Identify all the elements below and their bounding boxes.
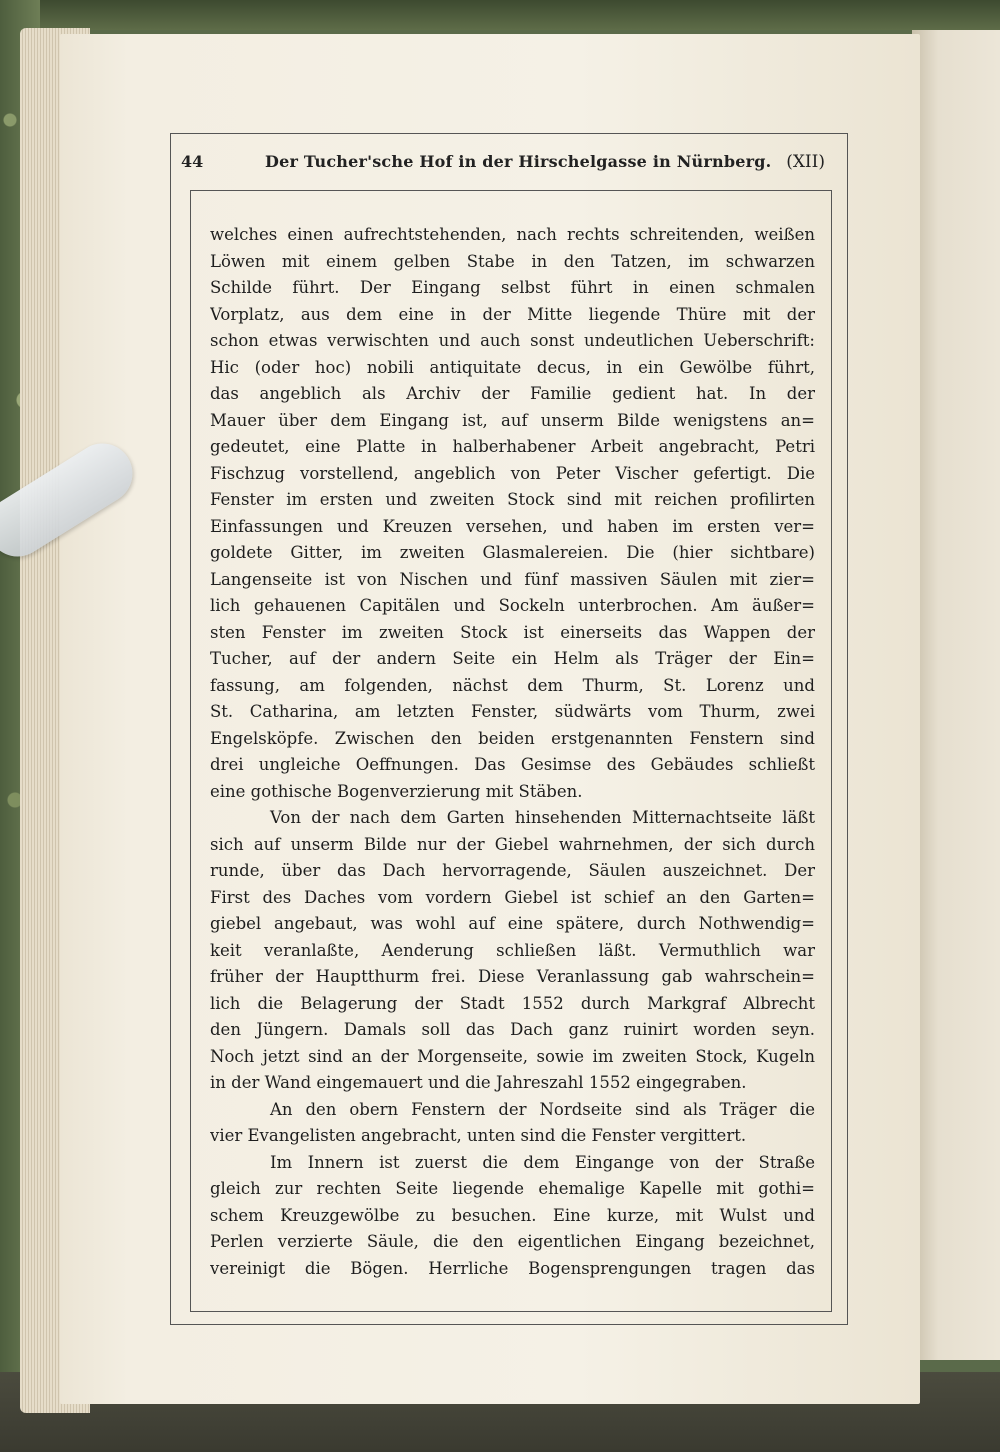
running-header	[175, 150, 825, 190]
text-line: Perlen verzierte Säule, die den eigentlichen Eingang bezeichnet,	[210, 1232, 815, 1251]
text-line: lich gehauenen Capitälen und Sockeln unterbrochen. Am äußer=	[210, 596, 815, 615]
text-line: Vorplatz, aus dem eine in der Mitte liegende Thüre mit der	[210, 304, 815, 324]
text-line: Langenseite ist von Nischen und fünf massiven Säulen mit zier=	[210, 569, 815, 589]
section-number: (XII)	[786, 152, 825, 172]
text-line: Mauer über dem Eingang ist, auf unserm Bilde wenigstens an=	[210, 410, 815, 430]
text-line: Noch jetzt sind an der Morgenseite, sowie im zweiten Stock, Kugeln	[210, 1046, 815, 1066]
page-number: 44	[181, 152, 204, 171]
text-line: Engelsköpfe. Zwischen den beiden erstgenannten Fenstern sind	[210, 728, 815, 748]
text-line: gedeutet, eine Platte in halberhabener Arbeit angebracht, Petri	[210, 437, 815, 456]
text-line: Löwen mit einem gelben Stabe in den Tatzen, im schwarzen	[210, 251, 815, 271]
text-line: Von der nach dem Garten hinsehenden Mitternachtseite läßt	[270, 808, 815, 827]
text-line: goldete Gitter, im zweiten Glasmalereien. Die (hier sichtbare)	[210, 543, 815, 562]
text-line: Schilde führt. Der Eingang selbst führt in einen schmalen	[210, 278, 815, 297]
text-line: First des Daches vom vordern Giebel ist schief an den Garten=	[210, 887, 815, 907]
text-line: eine gothische Bogenverzierung mit Stäben.	[210, 781, 583, 801]
text-line: lich die Belagerung der Stadt 1552 durch Markgraf Albrecht	[210, 993, 815, 1013]
text-line: in der Wand eingemauert und die Jahreszahl 1552 eingegraben.	[210, 1073, 747, 1092]
text-line: fassung, am folgenden, nächst dem Thurm, St. Lorenz und	[210, 675, 815, 695]
text-line: den Jüngern. Damals soll das Dach ganz ruinirt worden seyn.	[210, 1020, 815, 1039]
text-line: sich auf unserm Bilde nur der Giebel wahrnehmen, der sich durch	[210, 834, 815, 854]
text-line: welches einen aufrechtstehenden, nach rechts schreitenden, weißen	[210, 225, 815, 244]
text-line: Fenster im ersten und zweiten Stock sind mit reichen profilirten	[210, 490, 815, 509]
text-line: Tucher, auf der andern Seite ein Helm als Träger der Ein=	[210, 649, 815, 668]
facing-page-edge	[912, 30, 1000, 1360]
text-line: gleich zur rechten Seite liegende ehemalige Kapelle mit gothi=	[210, 1179, 815, 1198]
text-line: runde, über das Dach hervorragende, Säulen auszeichnet. Der	[210, 861, 815, 880]
text-line: An den obern Fenstern der Nordseite sind als Träger die	[270, 1099, 815, 1119]
text-line: schem Kreuzgewölbe zu besuchen. Eine kurze, mit Wulst und	[210, 1205, 815, 1225]
text-line: früher der Hauptthurm frei. Diese Veranlassung gab wahrschein=	[210, 967, 815, 986]
text-line: Fischzug vorstellend, angeblich von Peter Vischer gefertigt. Die	[210, 463, 815, 483]
text-line: keit veranlaßte, Aenderung schließen läßt. Vermuthlich war	[210, 940, 815, 960]
text-line: schon etwas verwischten und auch sonst undeutlichen Ueberschrift:	[210, 331, 815, 350]
text-line: sten Fenster im zweiten Stock ist einerseits das Wappen der	[210, 622, 815, 642]
text-line: St. Catharina, am letzten Fenster, südwärts vom Thurm, zwei	[210, 702, 815, 721]
body-text	[210, 222, 815, 1282]
book-cover-top	[0, 0, 1000, 30]
text-line: vereinigt die Bögen. Herrliche Bogensprengungen tragen das	[210, 1258, 815, 1278]
text-line: Hic (oder hoc) nobili antiquitate decus, in ein Gewölbe führt,	[210, 357, 815, 377]
text-line: Einfassungen und Kreuzen versehen, und haben im ersten ver=	[210, 516, 815, 536]
text-line: Im Innern ist zuerst die dem Eingange von der Straße	[270, 1152, 815, 1172]
text-line: giebel angebaut, was wohl auf eine spätere, durch Nothwendig=	[210, 914, 815, 933]
text-line: das angeblich als Archiv der Familie gedient hat. In der	[210, 384, 815, 403]
text-line: drei ungleiche Oeffnungen. Das Gesimse des Gebäudes schließt	[210, 755, 815, 774]
running-title: Der Tucher'sche Hof in der Hirschelgasse in Nürnberg.	[265, 152, 772, 171]
text-line: vier Evangelisten angebracht, unten sind die Fenster vergittert.	[210, 1126, 747, 1145]
